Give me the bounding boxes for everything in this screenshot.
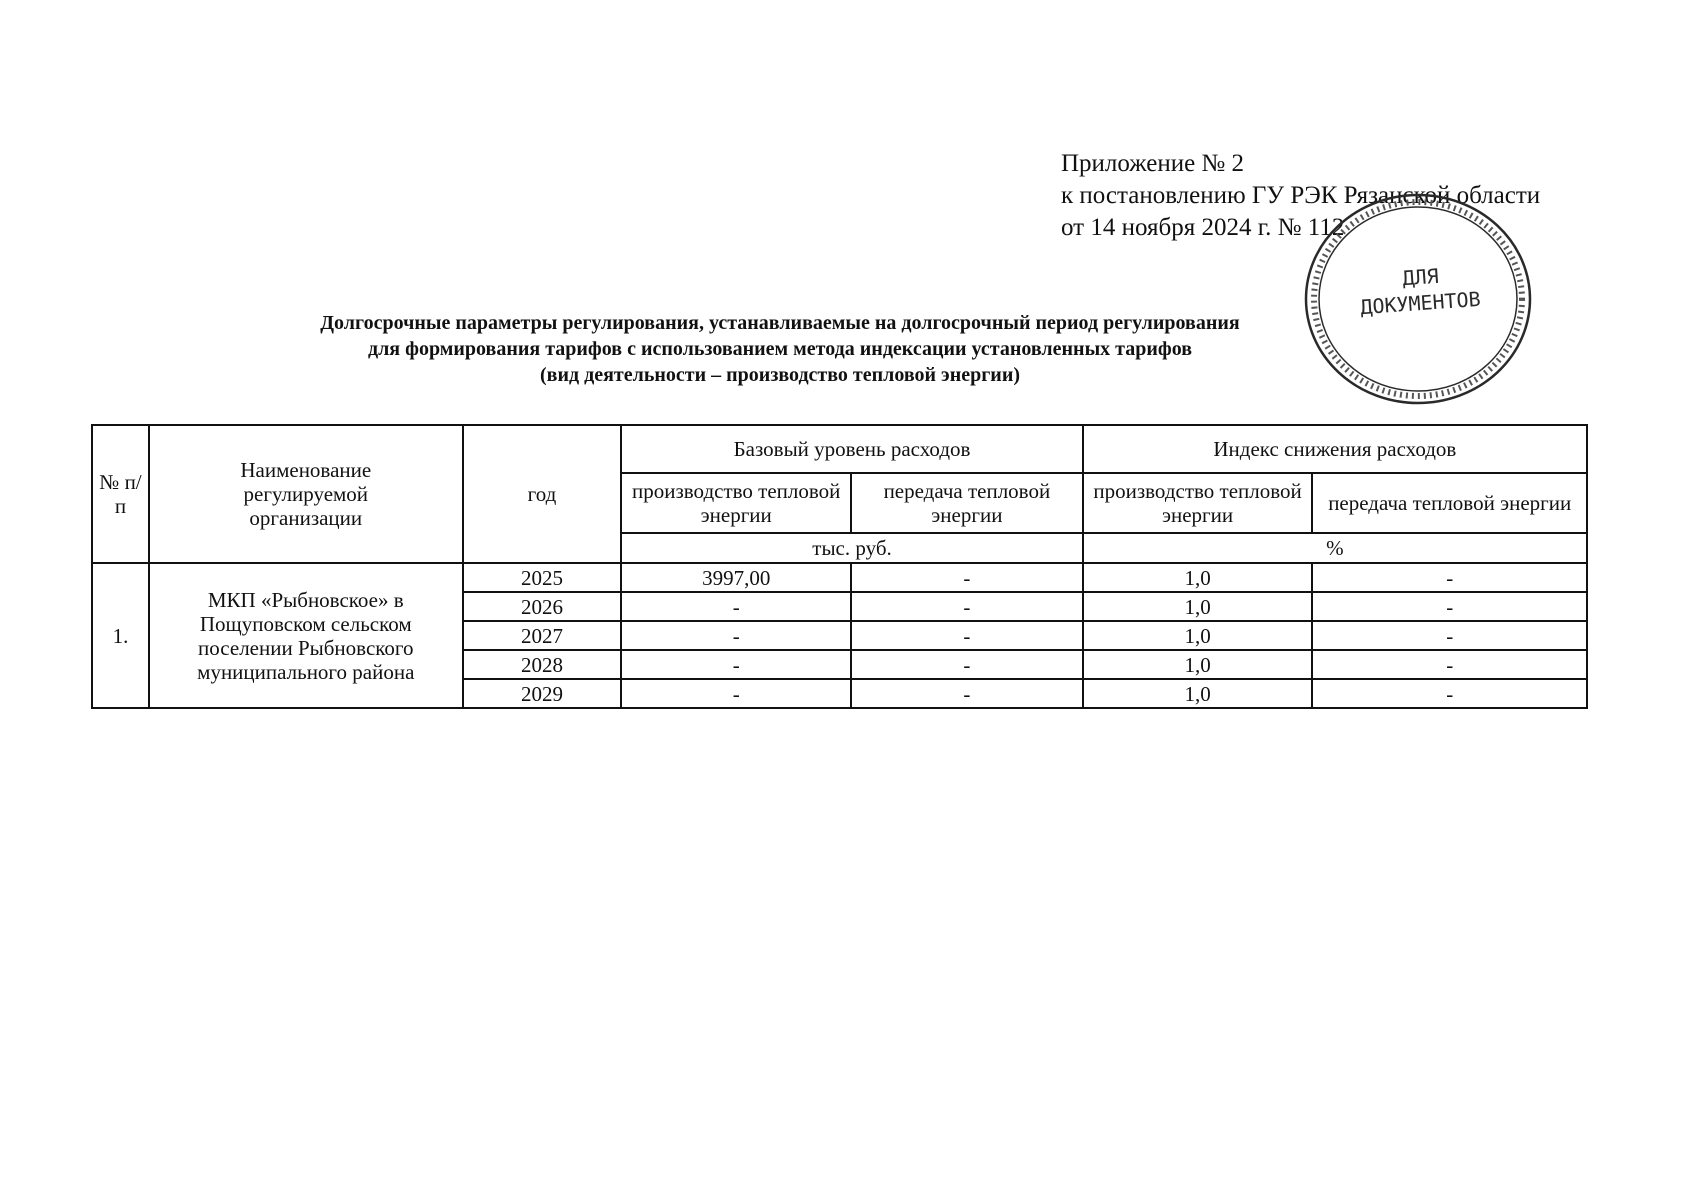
- unit-base: тыс. руб.: [621, 533, 1082, 563]
- unit-index: %: [1083, 533, 1587, 563]
- base-production-cell: -: [621, 621, 851, 650]
- title-line-3: (вид деятельности – производство тепловой энергии): [539, 364, 1021, 386]
- base-production-cell: -: [621, 679, 851, 708]
- index-production-cell: 1,0: [1083, 592, 1313, 621]
- row-number: 1.: [92, 563, 149, 708]
- header-index-production: производство тепловой энергии: [1083, 473, 1313, 533]
- base-transfer-cell: -: [851, 563, 1083, 592]
- base-production-cell: 3997,00: [621, 563, 851, 592]
- title-line-1: Долгосрочные параметры регулирования, устанавливаемые на долгосрочный период регулирования: [320, 312, 1240, 334]
- document-title: [100, 310, 1460, 388]
- header-number: № п/п: [92, 425, 149, 563]
- index-production-cell: 1,0: [1083, 679, 1313, 708]
- index-transfer-cell: -: [1312, 650, 1587, 679]
- index-production-cell: 1,0: [1083, 621, 1313, 650]
- header-year: год: [463, 425, 622, 563]
- index-transfer-cell: -: [1312, 592, 1587, 621]
- base-production-cell: -: [621, 592, 851, 621]
- annex-date: от 14 ноября 2024 г. № 112: [1061, 214, 1345, 241]
- index-production-cell: 1,0: [1083, 563, 1313, 592]
- header-cost-reduction-index: Индекс снижения расходов: [1083, 425, 1587, 473]
- index-production-cell: 1,0: [1083, 650, 1313, 679]
- header-base-production: производство тепловой энергии: [621, 473, 851, 533]
- organization-name: МКП «Рыбновское» в Пощуповском сельском поселении Рыбновского муниципального района: [149, 563, 463, 708]
- base-transfer-cell: -: [851, 592, 1083, 621]
- base-transfer-cell: -: [851, 679, 1083, 708]
- index-transfer-cell: -: [1312, 679, 1587, 708]
- year-cell: 2029: [463, 679, 622, 708]
- index-transfer-cell: -: [1312, 563, 1587, 592]
- annex-number: Приложение № 2: [1061, 150, 1245, 177]
- year-cell: 2028: [463, 650, 622, 679]
- official-seal-stamp: [1303, 192, 1533, 407]
- year-cell: 2026: [463, 592, 622, 621]
- header-base-transfer: передача тепловой энергии: [851, 473, 1083, 533]
- header-organization: Наименование регулируемой организации: [149, 425, 463, 563]
- table-row: [92, 563, 1587, 592]
- base-transfer-cell: -: [851, 621, 1083, 650]
- title-line-2: для формирования тарифов с использованием метода индексации установленных тарифов: [367, 338, 1193, 360]
- index-transfer-cell: -: [1312, 621, 1587, 650]
- regulation-parameters-table: [91, 424, 1588, 709]
- year-cell: 2027: [463, 621, 622, 650]
- base-transfer-cell: -: [851, 650, 1083, 679]
- stamp-text-1: ДЛЯ: [1401, 263, 1440, 291]
- header-index-transfer: передача тепловой энергии: [1312, 473, 1587, 533]
- annex-resolution: к постановлению ГУ РЭК Рязанской области: [1061, 182, 1541, 209]
- base-production-cell: -: [621, 650, 851, 679]
- year-cell: 2025: [463, 563, 622, 592]
- header-base-cost-level: Базовый уровень расходов: [621, 425, 1082, 473]
- stamp-text-2: ДОКУМЕНТОВ: [1359, 286, 1482, 320]
